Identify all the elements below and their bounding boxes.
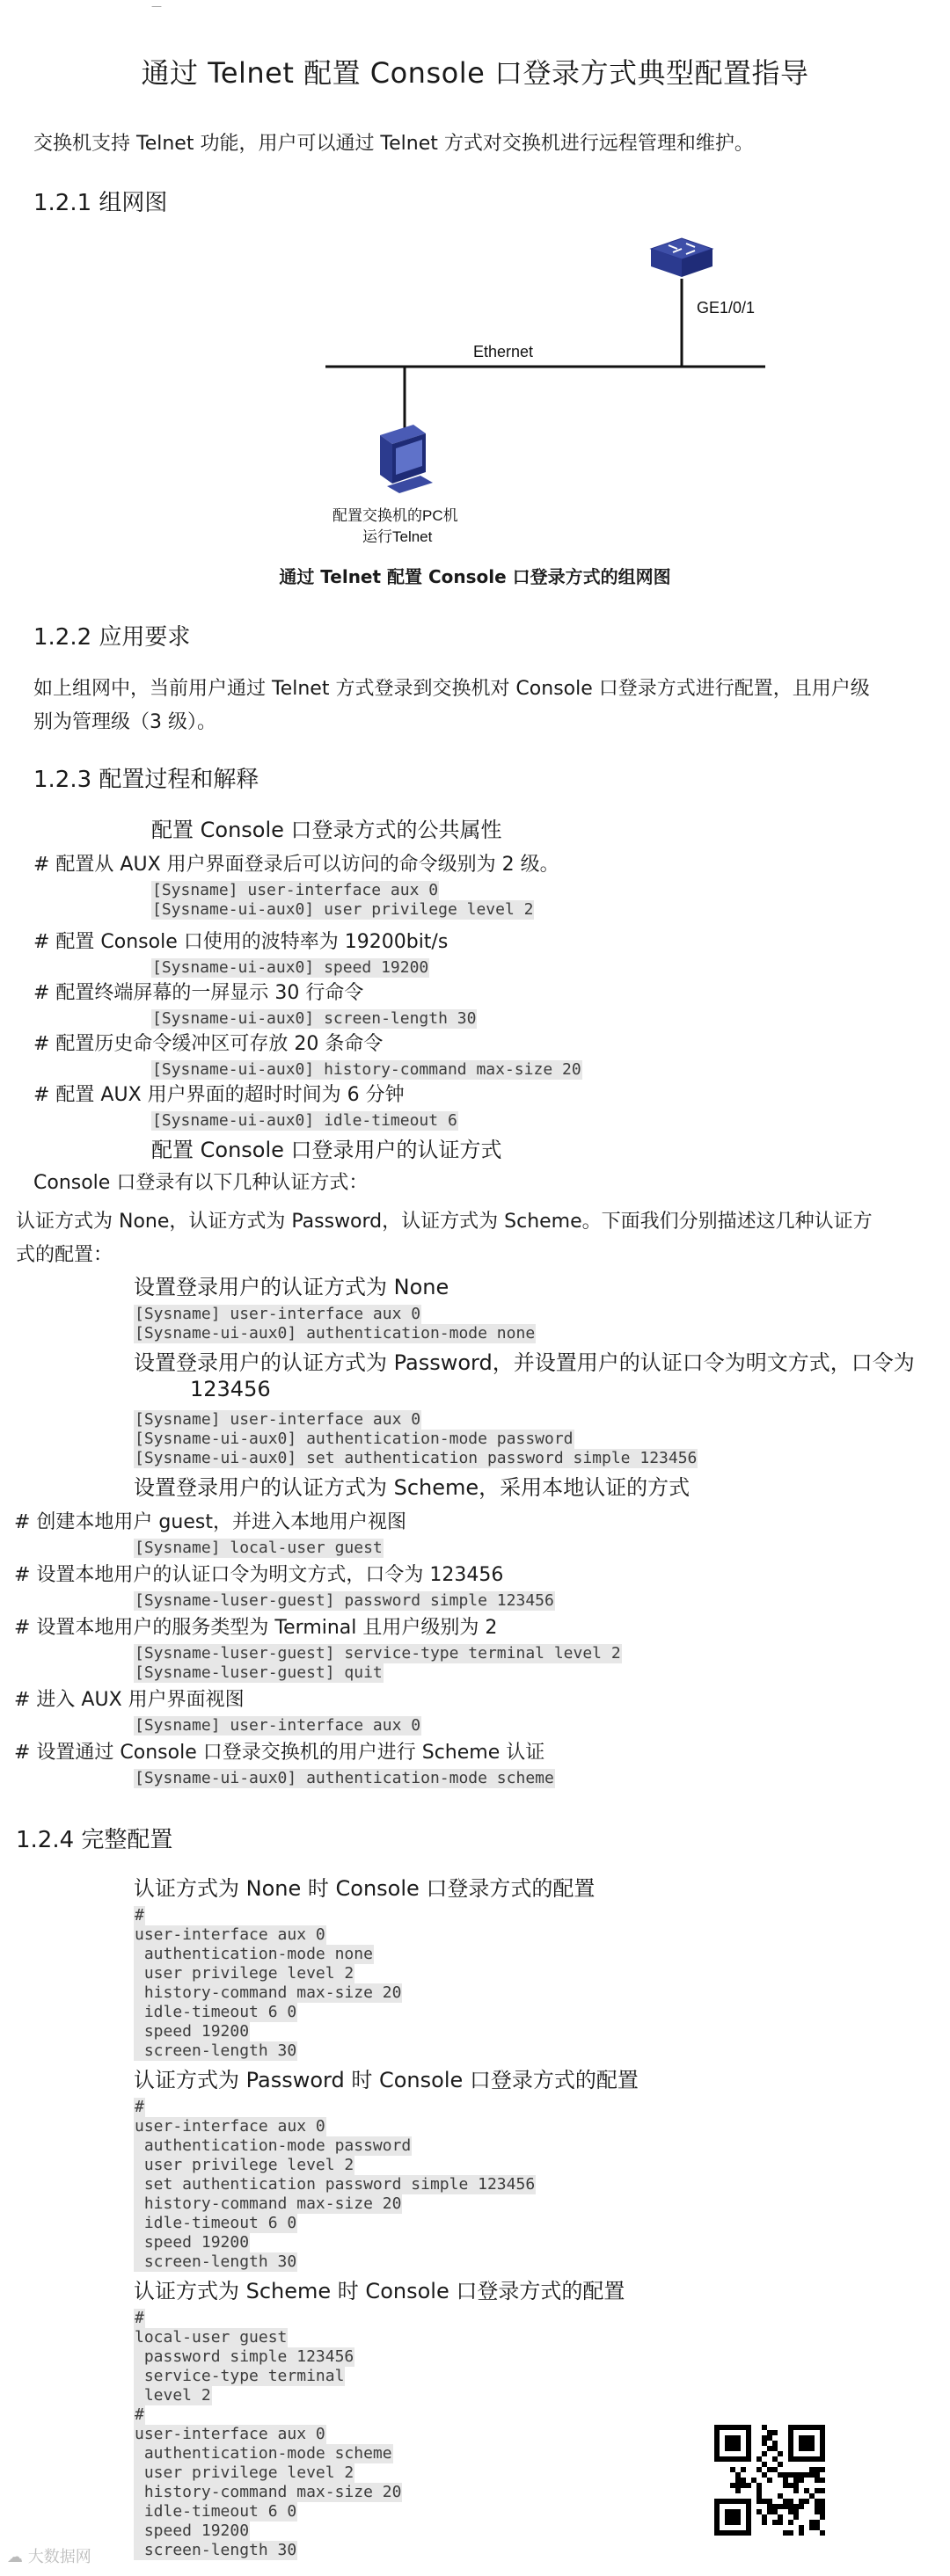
command-line: [Sysname-luser-guest] password simple 123456 — [135, 1591, 554, 1610]
config-line: level 2 — [135, 2386, 211, 2405]
auth-heading: 配置 Console 口登录用户的认证方式 — [151, 1138, 502, 1162]
config-line: password simple 123456 — [135, 2347, 354, 2366]
requirement-line1: 如上组网中，当前用户通过 Telnet 方式登录到交换机对 Console 口登录方式进行配置，且用户级 — [33, 678, 870, 700]
config-line: set authentication password simple 123456 — [135, 2175, 536, 2194]
port-label: GE1/0/1 — [697, 299, 756, 317]
config-line: user-interface aux 0 — [135, 1925, 325, 1944]
watermark-text: 大数据网 — [27, 2548, 91, 2566]
command-line: [Sysname] local-user guest — [135, 1539, 383, 1557]
password-heading-line1: 设置登录用户的认证方式为 Password，并设置用户的认证口令为明文方式，口令为 — [134, 1350, 915, 1375]
command-line: [Sysname-ui-aux0] authentication-mode none — [135, 1324, 536, 1343]
config-line: local-user guest — [135, 2328, 288, 2347]
auth-desc-line2: 式的配置： — [16, 1244, 113, 1266]
auth-intro: Console 口登录有以下几种认证方式： — [33, 1172, 369, 1194]
config-line: speed 19200 — [135, 2521, 250, 2540]
command-line: [Sysname-luser-guest] service-type terminal level 2 — [135, 1644, 621, 1663]
command-line: [Sysname] user-interface aux 0 — [135, 1716, 421, 1735]
command-line: [Sysname-ui-aux0] speed 19200 — [152, 958, 429, 977]
auth-desc-line1: 认证方式为 None，认证方式为 Password，认证方式为 Scheme。下面我们分别描述这几种认证方 — [16, 1211, 873, 1233]
config-line: # — [135, 1906, 144, 1925]
section-heading-122: 1.2.2 应用要求 — [33, 624, 191, 651]
config-line: idle-timeout 6 0 — [135, 2502, 297, 2521]
step-text: # 配置历史命令缓冲区可存放 20 条命令 — [33, 1033, 384, 1055]
command-line: [Sysname-luser-guest] quit — [135, 1663, 383, 1682]
step-text: # 配置 Console 口使用的波特率为 19200bit/s — [33, 931, 449, 953]
config-line: speed 19200 — [135, 2233, 250, 2252]
command-line: [Sysname-ui-aux0] user privilege level 2 — [152, 900, 534, 919]
step-text: # 设置本地用户的服务类型为 Terminal 且用户级别为 2 — [14, 1617, 498, 1639]
config-line: authentication-mode scheme — [135, 2444, 392, 2463]
config-line: user-interface aux 0 — [135, 2117, 325, 2136]
pc-label-line2: 运行Telnet — [362, 528, 433, 545]
config-line: user privilege level 2 — [135, 2156, 354, 2174]
command-line: [Sysname-ui-aux0] set authentication password simple 123456 — [135, 1449, 698, 1467]
step-text: # 进入 AUX 用户界面视图 — [14, 1689, 245, 1711]
public-attr-heading: 配置 Console 口登录方式的公共属性 — [151, 818, 502, 842]
top-mark: — — [151, 0, 162, 12]
none-heading: 设置登录用户的认证方式为 None — [134, 1275, 449, 1299]
step-text: # 配置 AUX 用户界面的超时时间为 6 分钟 — [33, 1084, 405, 1106]
step-text: # 创建本地用户 guest，并进入本地用户视图 — [14, 1511, 406, 1533]
config-block-scheme — [134, 2309, 402, 2560]
watermark-icon: ☁ — [7, 2548, 23, 2566]
qr-code — [714, 2425, 825, 2536]
command-line: [Sysname] user-interface aux 0 — [135, 1410, 421, 1429]
pc-icon — [380, 425, 433, 493]
watermark-logo — [7, 2544, 91, 2567]
config-block-none — [134, 1906, 402, 2061]
config-line: authentication-mode none — [135, 1945, 373, 1963]
config-line: speed 19200 — [135, 2022, 250, 2041]
config-line: # — [135, 2098, 144, 2116]
command-line: [Sysname] user-interface aux 0 — [152, 881, 439, 899]
config-line: history-command max-size 20 — [135, 2483, 402, 2501]
pc-label-line1: 配置交换机的PC机 — [332, 507, 458, 524]
command-line: [Sysname-ui-aux0] screen-length 30 — [152, 1009, 477, 1028]
step-text: # 设置通过 Console 口登录交换机的用户进行 Scheme 认证 — [14, 1742, 545, 1764]
intro-paragraph: 交换机支持 Telnet 功能，用户可以通过 Telnet 方式对交换机进行远程管理和维护。 — [33, 133, 754, 155]
requirement-line2: 别为管理级（3 级）。 — [33, 711, 216, 733]
config-line: user privilege level 2 — [135, 1964, 354, 1983]
config-line: screen-length 30 — [135, 2541, 297, 2559]
command-line: [Sysname-ui-aux0] idle-timeout 6 — [152, 1111, 457, 1130]
config-line: user-interface aux 0 — [135, 2425, 325, 2443]
config-line: authentication-mode password — [135, 2136, 412, 2155]
page-title: 通过 Telnet 配置 Console 口登录方式典型配置指导 — [141, 56, 809, 90]
step-text: # 配置从 AUX 用户界面登录后可以访问的命令级别为 2 级。 — [33, 854, 559, 876]
command-line: [Sysname-ui-aux0] authentication-mode password — [135, 1430, 574, 1448]
config-block-password — [134, 2098, 536, 2272]
step-text: # 设置本地用户的认证口令为明文方式，口令为 123456 — [14, 1564, 504, 1586]
command-line: [Sysname-ui-aux0] history-command max-size 20 — [152, 1060, 581, 1079]
password-heading-line2: 123456 — [190, 1377, 271, 1401]
config-line: service-type terminal — [135, 2367, 345, 2385]
config-line: history-command max-size 20 — [135, 1983, 402, 2002]
config-line: screen-length 30 — [135, 2041, 297, 2060]
section-heading-121: 1.2.1 组网图 — [33, 190, 168, 216]
full-password-heading: 认证方式为 Password 时 Console 口登录方式的配置 — [134, 2068, 639, 2092]
step-text: # 配置终端屏幕的一屏显示 30 行命令 — [33, 982, 364, 1004]
section-heading-123: 1.2.3 配置过程和解释 — [33, 767, 259, 793]
config-line: screen-length 30 — [135, 2252, 297, 2271]
config-line: user privilege level 2 — [135, 2463, 354, 2482]
config-line: # — [135, 2405, 144, 2424]
full-none-heading: 认证方式为 None 时 Console 口登录方式的配置 — [134, 1876, 596, 1901]
switch-icon — [651, 238, 712, 277]
section-heading-124: 1.2.4 完整配置 — [16, 1827, 173, 1853]
command-line: [Sysname-ui-aux0] authentication-mode scheme — [135, 1769, 554, 1787]
config-line: idle-timeout 6 0 — [135, 2214, 297, 2232]
config-line: # — [135, 2309, 144, 2327]
full-scheme-heading: 认证方式为 Scheme 时 Console 口登录方式的配置 — [134, 2279, 625, 2303]
ethernet-label: Ethernet — [473, 343, 534, 360]
diagram-caption: 通过 Telnet 配置 Console 口登录方式的组网图 — [279, 566, 671, 587]
config-line: idle-timeout 6 0 — [135, 2003, 297, 2021]
config-line: history-command max-size 20 — [135, 2194, 402, 2213]
scheme-heading: 设置登录用户的认证方式为 Scheme，采用本地认证的方式 — [134, 1475, 691, 1500]
command-line: [Sysname] user-interface aux 0 — [135, 1305, 421, 1323]
